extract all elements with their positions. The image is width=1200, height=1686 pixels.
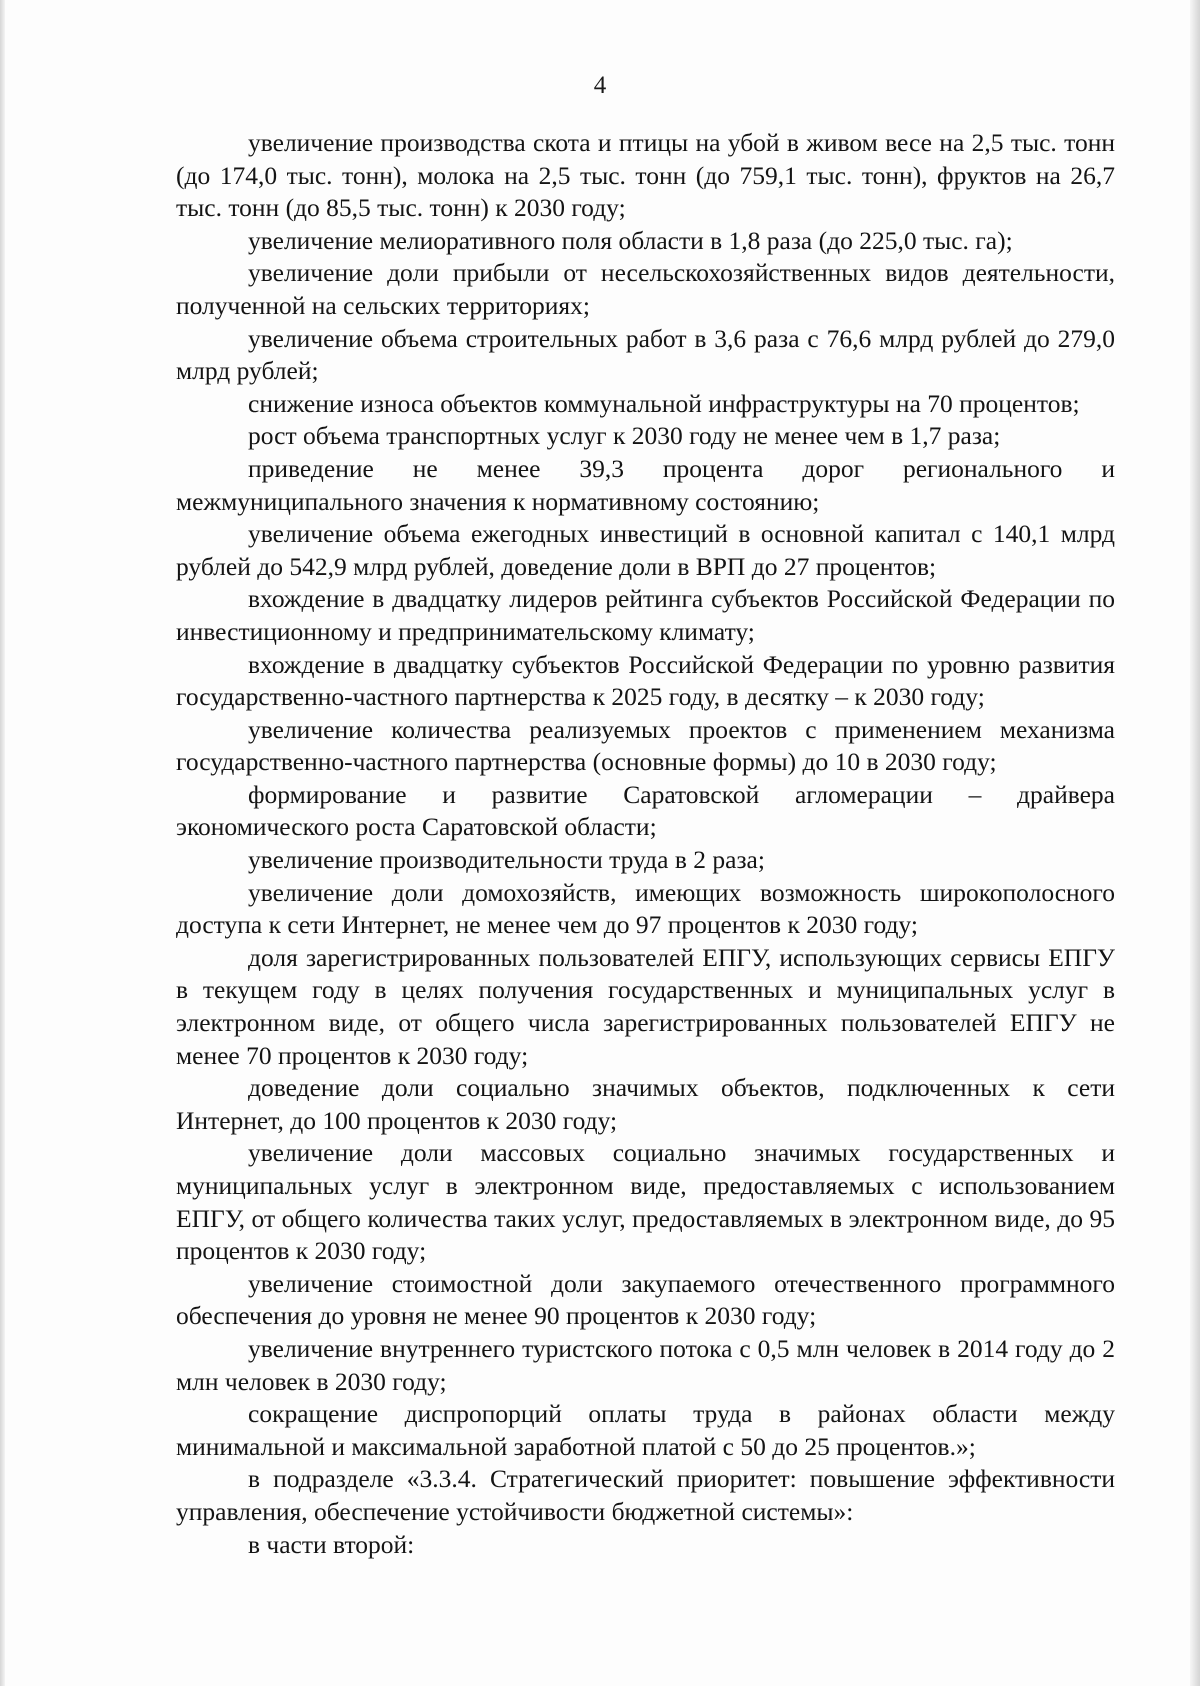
paragraph: вхождение в двадцатку субъектов Российской Федерации по уровню развития государственно-частного партнерства к 2025 году, в десятку – к 2030 году; <box>176 649 1115 712</box>
paragraph: вхождение в двадцатку лидеров рейтинга субъектов Российской Федерации по инвестиционному и предпринимательскому климату; <box>176 584 1115 646</box>
paragraph: сокращение диспропорций оплаты труда в районах области между минимальной и максимальной заработной платой с 50 до 25 процентов.»; <box>176 1399 1115 1461</box>
scan-edge-left <box>0 0 5 1686</box>
paragraph: увеличение внутреннего туристского потока с 0,5 млн человек в 2014 году до 2 млн человек в 2030 году; <box>176 1333 1115 1396</box>
page-number: 4 <box>593 72 607 99</box>
document-body <box>176 127 1115 1561</box>
paragraph: в подразделе «3.3.4. Стратегический приоритет: повышение эффективности управления, обеспечение устойчивости бюджетной системы»: <box>176 1464 1115 1526</box>
paragraph: увеличение объема ежегодных инвестиций в основной капитал с 140,1 млрд рублей до 542,9 млрд рублей, доведение доли в ВРП до 27 процентов; <box>176 519 1115 581</box>
paragraph: увеличение мелиоративного поля области в 1,8 раза (до 225,0 тыс. га); <box>248 225 1013 255</box>
paragraph: снижение износа объектов коммунальной инфраструктуры на 70 процентов; <box>248 388 1080 418</box>
scan-edge-right <box>1190 0 1200 1686</box>
paragraph: увеличение доли массовых социально значимых государственных и муниципальных услуг в электронном виде, предоставляемых с использованием ЕПГУ, от общего количества таких услуг, предоставляемых в электронном виде, до 95 процентов к 2030 году; <box>176 1138 1115 1266</box>
paragraph: увеличение производительности труда в 2 раза; <box>248 845 765 875</box>
paragraph: увеличение доли домохозяйств, имеющих возможность широкополосного доступа к сети Интернет, не менее чем до 97 процентов к 2030 году; <box>176 877 1115 940</box>
paragraph: увеличение объема строительных работ в 3,6 раза с 76,6 млрд рублей до 279,0 млрд рублей; <box>176 323 1115 386</box>
paragraph: увеличение количества реализуемых проектов с применением механизма государственно-частного партнерства (основные формы) до 10 в 2030 году; <box>176 714 1115 777</box>
paragraph: приведение не менее 39,3 процента дорог регионального и межмуниципального значения к нормативному состоянию; <box>176 453 1115 516</box>
paragraph: в части второй: <box>248 1529 415 1559</box>
paragraph: увеличение доли прибыли от несельскохозяйственных видов деятельности, полученной на сельских территориях; <box>176 258 1115 320</box>
paragraph: рост объема транспортных услуг к 2030 году не менее чем в 1,7 раза; <box>248 421 1001 451</box>
paragraph: доведение доли социально значимых объектов, подключенных к сети Интернет, до 100 процентов к 2030 году; <box>176 1073 1115 1135</box>
paragraph: увеличение стоимостной доли закупаемого отечественного программного обеспечения до уровня не менее 90 процентов к 2030 году; <box>176 1268 1115 1331</box>
paragraph: формирование и развитие Саратовской агломерации – драйвера экономического роста Саратовской области; <box>176 779 1115 842</box>
paragraph: доля зарегистрированных пользователей ЕПГУ, использующих сервисы ЕПГУ в текущем году в целях получения государственных и муниципальных услуг в электронном виде, от общего числа зарегистрированных пользователей ЕПГУ не менее 70 процентов к 2030 году; <box>176 942 1115 1070</box>
paragraph: увеличение производства скота и птицы на убой в живом весе на 2,5 тыс. тонн (до 174,0 тыс. тонн), молока на 2,5 тыс. тонн (до 759,1 тыс. тонн), фруктов на 26,7 тыс. тонн (до 85,5 тыс. тонн) к 2030 году; <box>176 128 1115 223</box>
